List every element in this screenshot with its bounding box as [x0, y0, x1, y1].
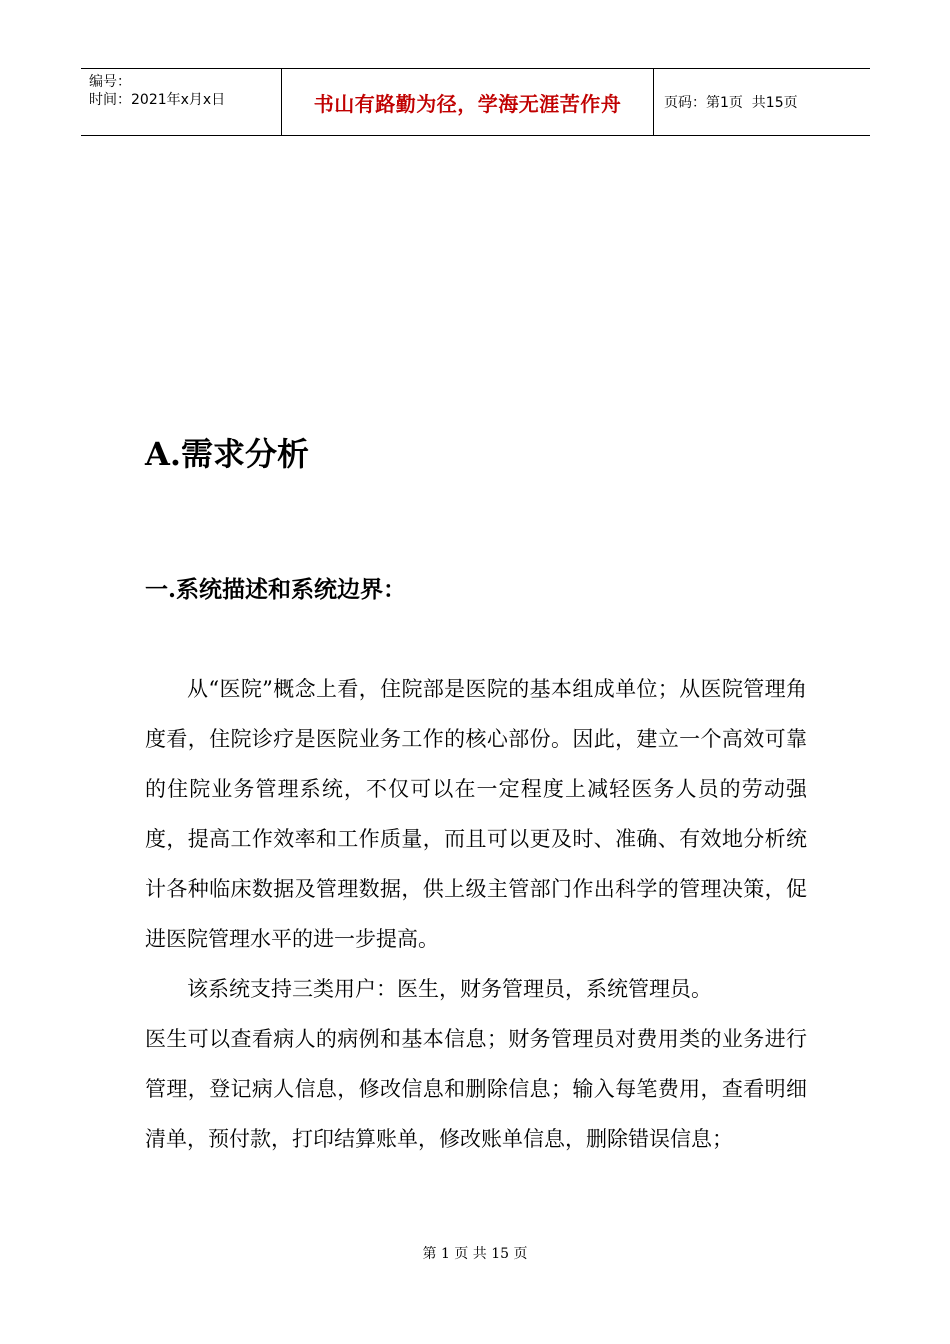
header-page-info: 页码：第1页 共15页 [664, 95, 798, 111]
page-header [81, 68, 870, 136]
document-title: A.需求分析 [145, 435, 309, 473]
footer-page-number: 第 1 页 共 15 页 [422, 1246, 528, 1262]
paragraph: 从“医院”概念上看，住院部是医院的基本组成单位；从医院管理角度看，住院诊疗是医院业务工作的核心部份。因此，建立一个高效可靠的住院业务管理系统，不仅可以在一定程度上减轻医务人员的劳动强度，提高工作效率和工作质量，而且可以更及时、准确、有效地分析统计各种临床数据及管理数据，供上级主管部门作出科学的管理决策，促进医院管理水平的进一步提高。 [145, 677, 807, 951]
header-motto: 书山有路勤为径，学海无涯苦作舟 [313, 91, 622, 116]
page-footer [0, 1244, 950, 1264]
serial-number-label: 编号： [89, 74, 131, 90]
paragraph: 医生可以查看病人的病例和基本信息；财务管理员对费用类的业务进行管理，登记病人信息，修改信息和删除信息；输入每笔费用，查看明细清单，预付款，打印结算账单，修改账单信息，删除错误信息； [145, 1027, 807, 1151]
header-meta-cell [81, 69, 281, 135]
paragraph: 该系统支持三类用户：医生，财务管理员，系统管理员。 [187, 977, 712, 1001]
section-title: 一.系统描述和系统边界： [145, 576, 407, 603]
body-text [145, 664, 807, 1164]
time-label: 时间：2021年x月x日 [89, 92, 226, 108]
header-page-cell [654, 69, 870, 135]
header-motto-cell [281, 69, 654, 135]
